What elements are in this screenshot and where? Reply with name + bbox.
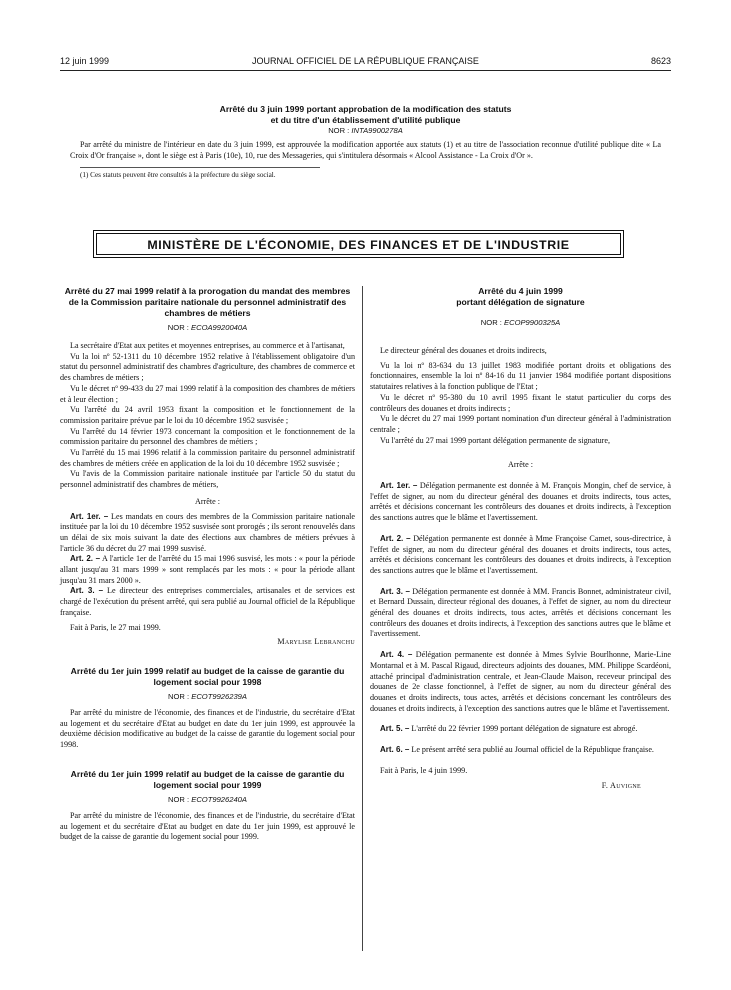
article-1-signature: Marylise Lebranchu [277,637,355,647]
article-1-intro: La secrétaire d'Etat aux petites et moyennes entreprises, au commerce et à l'artisanat, [70,341,345,350]
art-label: Art. 6. – [380,745,410,755]
left-column [60,286,355,843]
article-4-fait: Fait à Paris, le 4 juin 1999. [380,765,468,775]
article-4-art-6 [370,745,671,756]
art-text: L'arrêté du 22 février 1999 portant délégation de signature est abrogé. [411,724,638,734]
article-4-nor [370,318,671,328]
top-article-body: Par arrêté du ministre de l'intérieur en date du 3 juin 1999, est approuvée la modification apportée aux statuts (1) et au titre de l'association reconnue d'utilité publique dite « La Croix d'Or française », dont le siège est à Paris (10e), 10, rue des Messageries, qui s'intitulera désormais « Alcool Assistance - La Croix d'Or ». [70,140,661,160]
nor-label: NOR : [167,323,189,332]
art-text: A l'article 1er de l'arrêté du 15 mai 1996 susvisé, les mots : « pour la période allant jusqu'au 31 mars 1999 » sont remplacés par les mots : « pour la période allant jusqu'au 31 mars 2000 ». [60,554,355,585]
nor-code: ECOA9920040A [191,323,248,332]
top-article-nor [70,126,661,136]
art-label: Art. 3. – [70,586,104,596]
header-page-number: 8623 [650,56,671,66]
article-1-art-1 [60,512,355,555]
article-4-intro: Le directeur général des douanes et droits indirects, [380,346,547,355]
article-2-title: Arrêté du 1er juin 1999 relatif au budget de la caisse de garantie du logement social pour 1998 [70,665,345,687]
article-4-visa: Vu le décret nº 95-380 du 10 avril 1995 fixant le statut particulier du corps des contrôleurs des douanes et droits indirects ; [370,392,671,413]
art-text: Le présent arrêté sera publié au Journal officiel de la République française. [411,745,654,755]
top-article-footnote: (1) Ces statuts peuvent être consultés à la préfecture du siège social. [80,171,276,180]
article-1-visa: Vu l'arrêté du 15 mai 1996 relatif à la commission paritaire du personnel administratif des chambres de métiers créée en application de la loi du 10 décembre 1952 susvisée ; [60,448,355,468]
ministry-title: MINISTÈRE DE L'ÉCONOMIE, DES FINANCES ET DE L'INDUSTRIE [147,238,570,252]
header-journal-title: JOURNAL OFFICIEL DE LA RÉPUBLIQUE FRANÇAISE [252,56,479,66]
page-header [60,56,671,70]
art-label: Art. 2. – [380,533,411,543]
article-1-nor [60,323,355,333]
art-label: Art. 5. – [380,724,410,734]
article-4-title-line1: Arrêté du 4 juin 1999 [478,286,563,296]
art-text: Délégation permanente est donnée à Mmes Sylvie Bourlhonne, Marie-Line Montarnal et à M. Pascal Rigaud, directeurs adjoints des douanes, MM. Philippe Scardéoni, attaché principal d'administration centrale, et Jean-Claude Maison, receveur principal des douanes de 2e classe fonctionnel, à l'effet de signer, au nom du directeur général des douanes et droits indirects, tous actes, arrêtés et décisions concernant les contrôleurs des douanes et droits indirects, à l'exception des sanctions autres que le blâme et l'avertissement. [370,650,671,713]
article-1-visa: Vu le décret nº 99-433 du 27 mai 1999 relatif à la composition des chambres de métiers et à leur élection ; [60,383,355,404]
article-4-visa: Vu la loi nº 83-634 du 13 juillet 1983 modifiée portant droits et obligations des fonctionnaires, ensemble la loi nº 84-16 du 11 janvier 1984 modifiée portant dispositions statutaires relatives à la fonction publique de l'Etat ; [370,360,671,392]
top-article-title-line1: Arrêté du 3 juin 1999 portant approbation de la modification des statuts [219,104,512,114]
top-article-title-line2: et du titre d'un établissement d'utilité publique [270,115,461,125]
article-1-fait: Fait à Paris, le 27 mai 1999. [70,622,161,632]
article-2-nor [60,692,355,702]
article-4-visa: Vu le décret du 27 mai 1999 portant nomination d'un directeur général à l'administration centrale ; [370,414,671,434]
article-1-art-3 [60,586,355,618]
nor-label: NOR : [480,318,502,327]
article-1-visa: Vu l'avis de la Commission paritaire nationale instituée par l'article 50 du statut du personnel administratif des chambres de métiers, [60,469,355,490]
footnote-rule [80,167,320,168]
article-4-art-5 [370,724,671,735]
article-1-visa: Vu l'arrêté du 14 février 1973 concernant la composition et le fonctionnement de la commission paritaire du personnel des chambres de métiers ; [60,426,355,447]
art-label: Art. 1er. – [380,481,418,491]
article-2-body: Par arrêté du ministre de l'économie, des finances et de l'industrie, du secrétaire d'Etat au logement et du secrétaire d'Etat au budget en date du 1er juin 1999, est approuvée la deuxième décision modificative au budget de la caisse de garantie du logement social pour 1998. [60,707,355,750]
article-4-art-1 [370,481,671,524]
article-4-arrete: Arrête : [508,460,533,470]
art-text: Le directeur des entreprises commerciales, artisanales et de services est chargé de l'exécution du présent arrêté, qui sera publié au Journal officiel de la République française. [60,586,355,617]
article-4-title-line2: portant délégation de signature [456,297,585,307]
art-label: Art. 3. – [380,586,410,596]
top-article [70,104,661,180]
art-label: Art. 2. – [70,554,101,564]
article-1-visa: Vu l'arrêté du 24 avril 1953 fixant la composition et le fonctionnement de la commission paritaire prévue par le loi du 10 décembre 1952 susvisée ; [60,405,355,425]
article-1-title: Arrêté du 27 mai 1999 relatif à la prorogation du mandat des membres de la Commission paritaire nationale du personnel administratif des chambres de métiers [64,286,351,318]
nor-code: ECOT9926239A [191,691,247,701]
art-label: Art. 1er. – [70,511,109,521]
article-4-signature: F. Auvigne [601,780,641,790]
right-column [370,286,671,791]
ministry-banner [93,230,624,258]
article-4-visa: Vu l'arrêté du 27 mai 1999 portant délégation permanente de signature, [380,435,610,445]
article-4-art-2 [370,534,671,577]
article-3-nor [60,795,355,805]
article-3-body: Par arrêté du ministre de l'économie, des finances et de l'industrie, du secrétaire d'Etat au logement et du secrétaire d'Etat au budget en date du 1er juin 1999, est approuvé le budget de la caisse de garantie du logement social pour 1999. [60,810,355,842]
article-4-art-4 [370,650,671,714]
article-1-visa: Vu la loi nº 52-1311 du 10 décembre 1952 relative à l'établissement obligatoire d'un statut du personnel administratif des chambres d'agriculture, des chambres de commerce et des chambres de métiers ; [60,351,355,383]
header-rule [60,70,671,71]
article-4-art-3 [370,587,671,641]
nor-label: NOR : [168,794,190,804]
nor-code: ECOP9900325A [504,318,561,327]
nor-code: INTA9900278A [351,126,403,135]
header-date: 12 juin 1999 [60,56,110,66]
article-1-arrete: Arrête : [195,496,220,506]
art-text: Délégation permanente est donnée à Mme Françoise Camet, sous-directrice, à l'effet de signer, au nom du directeur général des douanes et droits indirects, tous actes, arrêtés et décisions concernant les contrôleurs des douanes et droits indirects, à l'exception des sanctions autres que le blâme et l'avertissement. [370,533,672,575]
article-3-title: Arrêté du 1er juin 1999 relatif au budget de la caisse de garantie du logement social pour 1999 [70,768,345,790]
column-divider [362,286,363,951]
art-text: Les mandats en cours des membres de la Commission paritaire nationale instituée par la loi du 10 décembre 1952 susvisée sont prorogés ; ils seront renouvelés dans un délai de six mois suivant la date des élections aux chambres de métiers prévues à l'article 36 du décret du 27 mai 1999 susvisé. [60,511,355,553]
nor-code: ECOT9926240A [191,794,247,804]
nor-label: NOR : [328,126,350,135]
art-text: Délégation permanente est donnée à M. François Mongin, chef de service, à l'effet de signer, au nom du directeur général des douanes et droits indirects, tous actes, arrêtés et décisions concernant les contrôleurs des douanes et droits indirects, à l'exception des sanctions autres que le blâme et l'avertissement. [370,481,671,523]
article-1-art-2 [60,554,355,586]
art-label: Art. 4. – [380,650,413,660]
nor-label: NOR : [168,691,190,701]
art-text: Délégation permanente est donnée à MM. Francis Bonnet, administrateur civil, et Bernard Dussain, directeur régional des douanes, à l'effet de signer, au nom du directeur général des douanes et droits indirects, tous actes, arrêtés et décisions concernant les contrôleurs des douanes et droits indirects, à l'exception des sanctions autres que le blâme et l'avertissement. [370,586,672,639]
